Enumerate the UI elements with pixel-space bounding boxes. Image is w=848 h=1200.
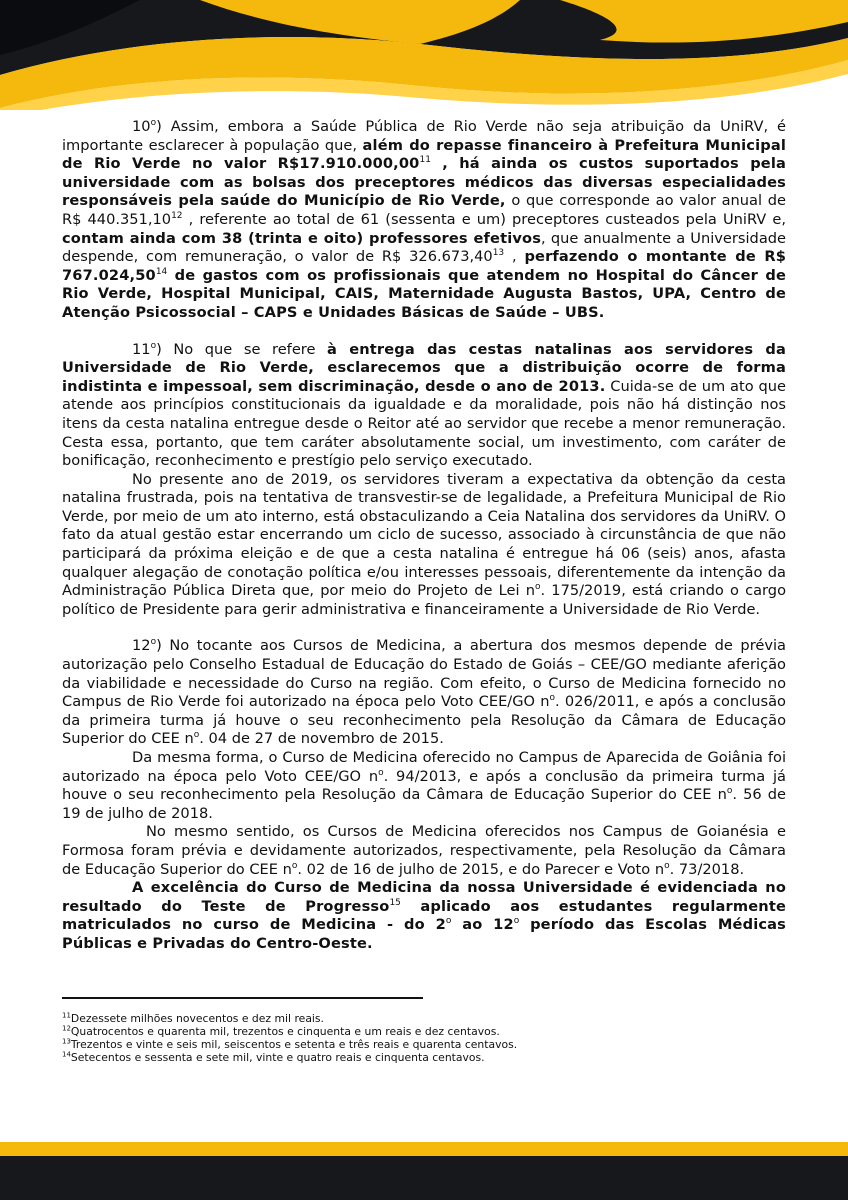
- footnote-number: 13: [62, 1037, 71, 1046]
- ordinal-mark: o: [291, 860, 298, 871]
- footnote-number: 11: [62, 1011, 71, 1020]
- header-decoration: [0, 0, 848, 110]
- bold-run: aplicado aos estudantes regularmente matriculados no curso de Medicina - do 2: [62, 897, 787, 934]
- footnote-ref: 12: [171, 211, 183, 222]
- bold-run: além do repasse financeiro à Prefeitura Municipal de Rio Verde no valor R$17.910.000,00: [62, 136, 786, 173]
- footnote-ref: 14: [155, 266, 168, 277]
- text-run: Da mesma forma, o Curso de Medicina oferecido no Campus de Aparecida de Goiânia foi autorizado na época pelo Voto CEE/GO n: [62, 749, 786, 785]
- paragraph-10: [62, 118, 786, 323]
- ordinal-mark: o: [664, 860, 670, 871]
- text-run: No presente ano de 2019, os servidores tiveram a expectativa da obtenção da cesta natalina frustrada, pois na tentativa de transvestir-se de legalidade, a Prefeitura Municipal de Rio Verde, por meio de um ato interno, está obstaculizando a Ceia Natalina dos servidores da UniRV. O fato da atual gestão estar encerrando um ciclo de sucesso, associado à circunstância de que não participará da próxima eleição e de que a cesta natalina é entregue há 06 (seis) anos, afasta qualquer alegação de conotação política e/ou interesses pessoais, diferentemente da intenção da Administração Pública Direta que, por meio do Projeto de Lei n: [62, 470, 786, 600]
- bold-run: de gastos com os profissionais que atendem no Hospital do Câncer de Rio Verde, Hospital Municipal, CAIS, Maternidade Augusta Bastos, UPA, Centro de Atenção Psicossocial – CAPS e Unidades Básicas de Saúde – UBS.: [62, 266, 786, 321]
- paragraph-11-continued: [62, 471, 786, 620]
- ordinal-mark: o: [193, 730, 200, 741]
- footnote-ref: 11: [419, 155, 431, 166]
- item-number: 10: [132, 118, 151, 135]
- text-run: , referente ao total de 61 (sessenta e um) preceptores custeados pela UniRV e,: [182, 210, 786, 228]
- bold-run: , há ainda os custos suportados pela universidade com as bolsas dos preceptores médicos das diversas especialidades responsáveis pela saúde do Município de Rio Verde,: [62, 155, 786, 210]
- footnote-11: [62, 1012, 786, 1025]
- footnote-ref: 13: [492, 248, 505, 259]
- text-run: Cuida-se de um ato que atende aos princípios constitucionais da igualdade e da moralidade, pois não há distinção nos itens da cesta natalina entregue desde o Reitor até ao servidor que recebe a menor remuneração. Cesta essa, portanto, que tem caráter absolutamente social, um investimento, com caráter de bonificação, reconhecimento e prestígio pelo serviço executado.: [62, 377, 786, 470]
- text-run: ) No tocante aos Cursos de Medicina, a abertura dos mesmos depende de prévia autorização pelo Conselho Estadual de Educação do Estado de Goiás – CEE/GO mediante aferição da viabilidade e necessidade do Curso na região. Com efeito, o Curso de Medicina fornecido no Campus de Rio Verde foi autorizado na época pelo Voto CEE/GO n: [62, 637, 786, 711]
- footnote-text: Quatrocentos e quarenta mil, trezentos e cinquenta e um reais e dez centavos.: [70, 1025, 500, 1038]
- text-run: . 026/2011, e após a conclusão da primeira turma já houve o seu reconhecimento pela Resolução da Câmara de Educação Superior do CEE n: [62, 693, 786, 748]
- footnote-13: [62, 1038, 786, 1051]
- footnote-12: [62, 1025, 786, 1038]
- bold-run: contam ainda com 38 (trinta e oito) professores efetivos: [62, 229, 542, 247]
- bold-run: ao 12: [451, 916, 514, 934]
- footnote-number: 12: [62, 1024, 71, 1033]
- ordinal-mark: o: [150, 340, 157, 351]
- bold-run: período das Escolas Médicas Públicas e Privadas do Centro-Oeste.: [62, 916, 786, 952]
- item-number: 12: [132, 637, 151, 655]
- ordinal-mark: o: [726, 786, 733, 797]
- text-run: . 94/2013, e após a conclusão da primeira turma já houve o seu reconhecimento pela Resolução da Câmara de Educação Superior do CEE n: [62, 767, 786, 804]
- paragraph-12-aparecida: [62, 749, 786, 823]
- ordinal-mark: o: [150, 118, 157, 129]
- ordinal-mark: o: [513, 916, 520, 927]
- footnote-separator: [62, 997, 423, 999]
- item-number: 11: [132, 340, 151, 358]
- ordinal-mark: o: [378, 767, 384, 778]
- footnote-ref: 15: [389, 897, 401, 908]
- footer-decoration: [0, 1142, 848, 1200]
- footnote-text: Trezentos e vinte e seis mil, seiscentos e setenta e três reais e quarenta centavos.: [70, 1038, 518, 1051]
- ordinal-mark: o: [549, 693, 556, 704]
- text-run: ) Assim, embora a Saúde Pública de Rio Verde não seja atribuição da UniRV, é importante esclarecer à população que,: [62, 118, 786, 154]
- ordinal-mark: o: [150, 637, 157, 648]
- bold-run: A excelência do Curso de Medicina da nossa Universidade é evidenciada no resultado do Teste de Progresso: [62, 879, 786, 915]
- footnote-number: 14: [62, 1050, 71, 1059]
- bold-run: à entrega das cestas natalinas aos servidores da Universidade de Rio Verde, esclarecemos que a distribuição ocorre de forma indistinta e impessoal, sem discriminação, desde o ano de 2013.: [62, 340, 786, 395]
- footnote-text: Setecentos e sessenta e sete mil, vinte e quatro reais e cinquenta centavos.: [70, 1051, 485, 1064]
- paragraph-12-excelencia: [62, 879, 786, 953]
- footnotes: [62, 1012, 786, 1064]
- text-run: ,: [504, 248, 525, 266]
- text-run: o que corresponde ao valor anual de R$ 440.351,10: [62, 192, 786, 228]
- footnote-14: [62, 1051, 786, 1064]
- text-run: , que anualmente a Universidade despende, com remuneração, o valor de R$ 326.673,40: [62, 229, 786, 266]
- paragraph-11: [62, 341, 786, 471]
- document-body: [62, 118, 786, 954]
- text-run: . 02 de 16 de julho de 2015, e do Parecer e Voto n: [297, 860, 665, 878]
- text-run: No mesmo sentido, os Cursos de Medicina oferecidos nos Campus de Goianésia e Formosa foram prévia e devidamente autorizados, respectivamente, pela Resolução da Câmara de Educação Superior do CEE n: [62, 823, 786, 878]
- text-run: . 04 de 27 de novembro de 2015.: [199, 730, 444, 748]
- bold-run: perfazendo o montante de R$ 767.024,50: [62, 248, 787, 284]
- text-run: . 56 de 19 de julho de 2018.: [62, 786, 786, 822]
- text-run: . 175/2019, está criando o cargo político de Presidente para gerir administrativa e financeiramente a Universidade de Rio Verde.: [62, 582, 786, 618]
- text-run: . 73/2018.: [669, 860, 745, 878]
- footnote-text: Dezessete milhões novecentos e dez mil reais.: [70, 1012, 324, 1025]
- paragraph-12: [62, 637, 786, 749]
- ordinal-mark: o: [534, 582, 541, 593]
- text-run: ) No que se refere: [156, 340, 328, 358]
- ordinal-mark: o: [445, 916, 452, 927]
- paragraph-12-goianesia: [62, 823, 786, 879]
